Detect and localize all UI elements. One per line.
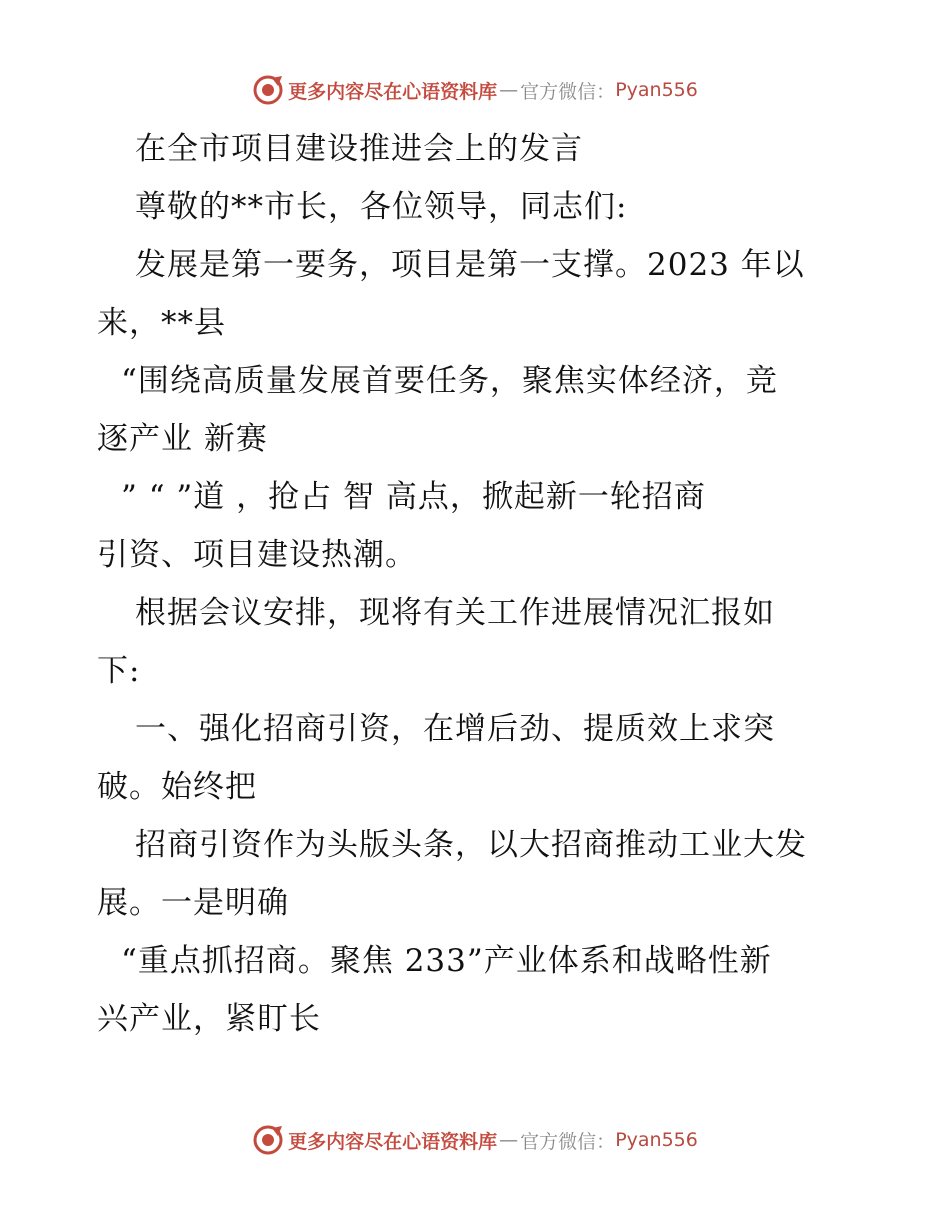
- salutation: 尊敬的**市长，各位领导，同志们:: [135, 189, 628, 225]
- paragraph-line: “围绕高质量发展首要任务，聚焦实体经济，竞: [121, 363, 778, 399]
- header-watermark: [0, 70, 950, 110]
- watermark-label: 官方微信：: [520, 80, 616, 103]
- paragraph-line: ” “ ”道 ，抢占 智 高点，掀起新一轮招商: [121, 479, 706, 515]
- paragraph-line: 兴产业，紧盯长: [97, 1001, 321, 1037]
- watermark-label: 官方微信：: [520, 1130, 616, 1153]
- paragraph-line: 下:: [97, 653, 141, 689]
- paragraph-line: 逐产业 新赛: [97, 421, 268, 457]
- paragraph-line: “重点抓招商。聚焦 233”产业体系和战略性新: [121, 943, 772, 979]
- paragraph-line: 发展是第一要务，项目是第一支撑。2023 年以: [135, 247, 805, 283]
- pen-seal-icon: [252, 74, 284, 106]
- pen-seal-icon: [252, 1124, 284, 1156]
- paragraph-line: 引资、项目建设热潮。: [97, 537, 417, 573]
- document-title: 在全市项目建设推进会上的发言: [135, 131, 583, 167]
- paragraph-line: 展。一是明确: [97, 885, 289, 921]
- watermark-main-text: 更多内容尽在心语资料库: [288, 80, 498, 103]
- paragraph-line: 招商引资作为头版头条，以大招商推动工业大发: [135, 827, 807, 863]
- footer-watermark: [0, 1120, 950, 1160]
- paragraph-line: 根据会议安排，现将有关工作进展情况汇报如: [135, 595, 775, 631]
- watermark-dash: —: [499, 79, 519, 101]
- watermark-main-text: 更多内容尽在心语资料库: [288, 1130, 498, 1153]
- watermark-handle: Pyan556: [615, 79, 698, 101]
- document-body: [97, 120, 857, 1048]
- paragraph-line: 来，**县: [97, 305, 226, 341]
- section-heading-line: 一、强化招商引资，在增后劲、提质效上求突: [135, 711, 775, 747]
- watermark-dash: —: [499, 1129, 519, 1151]
- paragraph-line: 破。始终把: [97, 769, 257, 805]
- watermark-handle: Pyan556: [615, 1129, 698, 1151]
